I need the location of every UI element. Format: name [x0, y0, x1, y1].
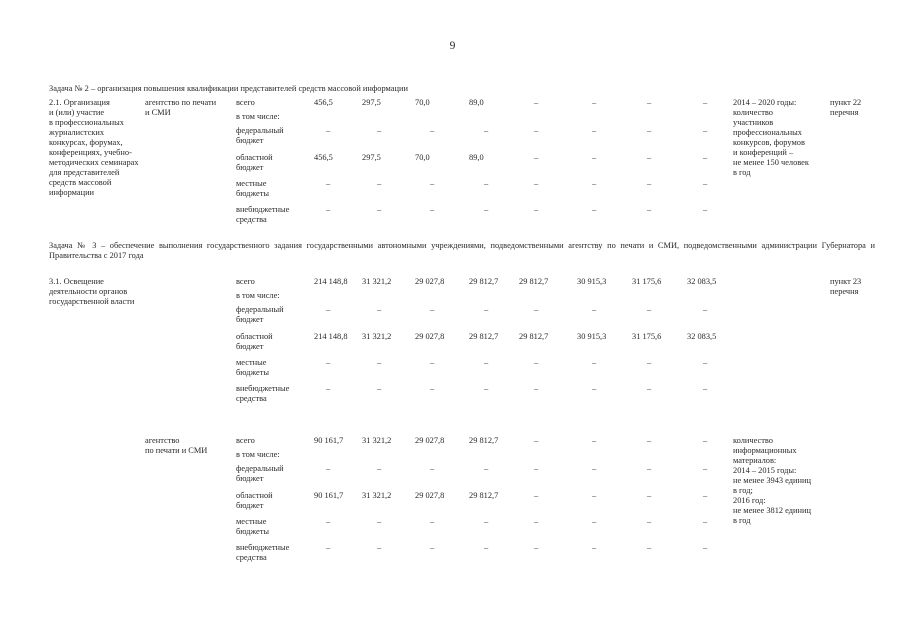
table-cell: 456,5 — [314, 98, 333, 107]
funding-source-label: в том числе: — [236, 450, 280, 459]
table-cell: – — [534, 436, 539, 445]
table-cell: – — [484, 305, 489, 314]
table-cell: – — [430, 384, 435, 393]
table-cell: – — [430, 126, 435, 135]
table-cell: 90 161,7 — [314, 436, 344, 445]
table-cell: – — [534, 464, 539, 473]
target-indicator: количество информационных материалов: 2014 – 2015 годы: не менее 3943 единиц в год; 2016 год: не менее 3812 единиц в год — [733, 436, 811, 525]
table-cell: – — [592, 543, 597, 552]
table-cell: – — [592, 436, 597, 445]
table-cell: – — [703, 153, 708, 162]
table-cell: – — [377, 305, 382, 314]
table-cell: 31 321,2 — [362, 277, 392, 286]
list-reference: пункт 23 перечня — [830, 277, 862, 296]
table-cell: – — [703, 179, 708, 188]
table-cell: – — [484, 384, 489, 393]
table-cell: – — [592, 153, 597, 162]
table-cell: – — [534, 179, 539, 188]
table-cell: – — [647, 517, 652, 526]
table-cell: – — [534, 126, 539, 135]
table-cell: – — [326, 464, 331, 473]
table-cell: – — [534, 205, 539, 214]
table-cell: 29 027,8 — [415, 332, 445, 341]
table-cell: – — [484, 464, 489, 473]
funding-source-label: федеральный бюджет — [236, 464, 284, 483]
funding-source-label: местные бюджеты — [236, 179, 270, 198]
funding-source-label: внебюджетные средства — [236, 205, 290, 224]
table-cell: 29 027,8 — [415, 277, 445, 286]
table-cell: – — [703, 358, 708, 367]
table-cell: 90 161,7 — [314, 491, 344, 500]
table-cell: 31 321,2 — [362, 491, 392, 500]
table-cell: – — [703, 205, 708, 214]
table-cell: – — [430, 358, 435, 367]
executor: агентство по печати и СМИ — [145, 98, 217, 117]
task-3-heading: Задача № 3 – обеспечение выполнения государственного задания государственными автономными учреждениями, подведомственными агентству по печати и СМИ, подведомственными администрации Губернатора и Правительства с 2017 года — [49, 241, 875, 260]
table-cell: 70,0 — [415, 98, 430, 107]
funding-source-label: федеральный бюджет — [236, 126, 284, 145]
table-cell: – — [647, 126, 652, 135]
table-cell: – — [647, 491, 652, 500]
table-cell: 30 915,3 — [577, 332, 607, 341]
executor: агентство по печати и СМИ — [145, 436, 208, 455]
table-cell: – — [647, 153, 652, 162]
table-cell: – — [703, 384, 708, 393]
table-cell: – — [534, 98, 539, 107]
table-cell: – — [326, 543, 331, 552]
table-cell: 31 175,6 — [632, 277, 662, 286]
table-cell: – — [484, 126, 489, 135]
funding-source-label: местные бюджеты — [236, 517, 270, 536]
table-cell: – — [703, 464, 708, 473]
table-cell: – — [377, 517, 382, 526]
event-name: 3.1. Освещение деятельности органов государственной власти — [49, 277, 135, 306]
table-cell: 29 027,8 — [415, 436, 445, 445]
table-cell: – — [647, 305, 652, 314]
table-cell: – — [534, 543, 539, 552]
funding-source-label: всего — [236, 277, 255, 286]
table-cell: 29 812,7 — [519, 332, 549, 341]
table-cell: – — [430, 305, 435, 314]
event-name: 2.1. Организация и (или) участие в профессиональных журналистских конкурсах, форумах, конференциях, учебно- методических семинарах для представителей средств массовой информации — [49, 98, 139, 197]
table-cell: – — [647, 358, 652, 367]
table-cell: – — [703, 126, 708, 135]
funding-source-label: федеральный бюджет — [236, 305, 284, 324]
table-cell: – — [484, 205, 489, 214]
funding-source-label: в том числе: — [236, 112, 280, 121]
table-cell: – — [377, 205, 382, 214]
table-cell: – — [592, 126, 597, 135]
funding-source-label: местные бюджеты — [236, 358, 270, 377]
table-cell: – — [377, 179, 382, 188]
table-cell: – — [430, 179, 435, 188]
table-cell: – — [647, 98, 652, 107]
table-cell: – — [592, 305, 597, 314]
table-cell: – — [326, 205, 331, 214]
table-cell: – — [647, 464, 652, 473]
table-cell: – — [703, 517, 708, 526]
table-cell: 32 083,5 — [687, 277, 717, 286]
table-cell: – — [534, 384, 539, 393]
table-cell: 29 812,7 — [469, 491, 499, 500]
funding-source-label: областной бюджет — [236, 332, 273, 351]
list-reference: пункт 22 перечня — [830, 98, 862, 117]
table-cell: 456,5 — [314, 153, 333, 162]
table-cell: – — [377, 126, 382, 135]
table-cell: – — [592, 464, 597, 473]
funding-source-label: областной бюджет — [236, 491, 273, 510]
table-cell: – — [592, 358, 597, 367]
table-cell: – — [326, 305, 331, 314]
funding-source-label: внебюджетные средства — [236, 543, 290, 562]
table-cell: – — [377, 358, 382, 367]
table-cell: – — [430, 517, 435, 526]
table-cell: 89,0 — [469, 98, 484, 107]
table-cell: 29 812,7 — [469, 277, 499, 286]
table-cell: 29 812,7 — [519, 277, 549, 286]
table-cell: – — [326, 179, 331, 188]
table-cell: – — [534, 517, 539, 526]
funding-source-label: в том числе: — [236, 291, 280, 300]
table-cell: 32 083,5 — [687, 332, 717, 341]
table-cell: – — [430, 543, 435, 552]
table-cell: – — [534, 358, 539, 367]
table-cell: 29 812,7 — [469, 332, 499, 341]
table-cell: – — [703, 98, 708, 107]
table-cell: 297,5 — [362, 153, 381, 162]
table-cell: – — [703, 543, 708, 552]
table-cell: – — [647, 384, 652, 393]
table-cell: 214 148,8 — [314, 332, 348, 341]
table-cell: 30 915,3 — [577, 277, 607, 286]
table-cell: 214 148,8 — [314, 277, 348, 286]
table-cell: 29 812,7 — [469, 436, 499, 445]
funding-source-label: всего — [236, 436, 255, 445]
task-2-heading: Задача № 2 – организация повышения квалификации представителей средств массовой информации — [49, 84, 408, 93]
table-cell: 297,5 — [362, 98, 381, 107]
table-cell: – — [592, 205, 597, 214]
table-cell: – — [534, 305, 539, 314]
table-cell: 70,0 — [415, 153, 430, 162]
table-cell: – — [703, 491, 708, 500]
funding-source-label: областной бюджет — [236, 153, 273, 172]
table-cell: – — [703, 305, 708, 314]
table-cell: – — [647, 205, 652, 214]
table-cell: – — [326, 358, 331, 367]
table-cell: – — [647, 543, 652, 552]
table-cell: 31 321,2 — [362, 332, 392, 341]
table-cell: – — [592, 179, 597, 188]
table-cell: – — [592, 384, 597, 393]
table-cell: – — [703, 436, 708, 445]
table-cell: – — [326, 126, 331, 135]
table-cell: – — [592, 491, 597, 500]
table-cell: – — [592, 98, 597, 107]
table-cell: 31 175,6 — [632, 332, 662, 341]
table-cell: – — [484, 517, 489, 526]
table-cell: – — [430, 205, 435, 214]
table-cell: – — [647, 436, 652, 445]
table-cell: 31 321,2 — [362, 436, 392, 445]
table-cell: – — [484, 543, 489, 552]
table-cell: – — [430, 464, 435, 473]
table-cell: – — [534, 491, 539, 500]
table-cell: – — [377, 464, 382, 473]
target-indicator: 2014 – 2020 годы: количество участников профессиональных конкурсов, форумов и конференций – не менее 150 человек в год — [733, 98, 809, 177]
table-cell: – — [377, 543, 382, 552]
table-cell: 89,0 — [469, 153, 484, 162]
page-number: 9 — [449, 40, 456, 52]
table-cell: – — [484, 358, 489, 367]
table-cell: – — [326, 384, 331, 393]
table-cell: 29 027,8 — [415, 491, 445, 500]
table-cell: – — [647, 179, 652, 188]
table-cell: – — [592, 517, 597, 526]
table-cell: – — [484, 179, 489, 188]
table-cell: – — [326, 517, 331, 526]
funding-source-label: внебюджетные средства — [236, 384, 290, 403]
funding-source-label: всего — [236, 98, 255, 107]
table-cell: – — [534, 153, 539, 162]
table-cell: – — [377, 384, 382, 393]
